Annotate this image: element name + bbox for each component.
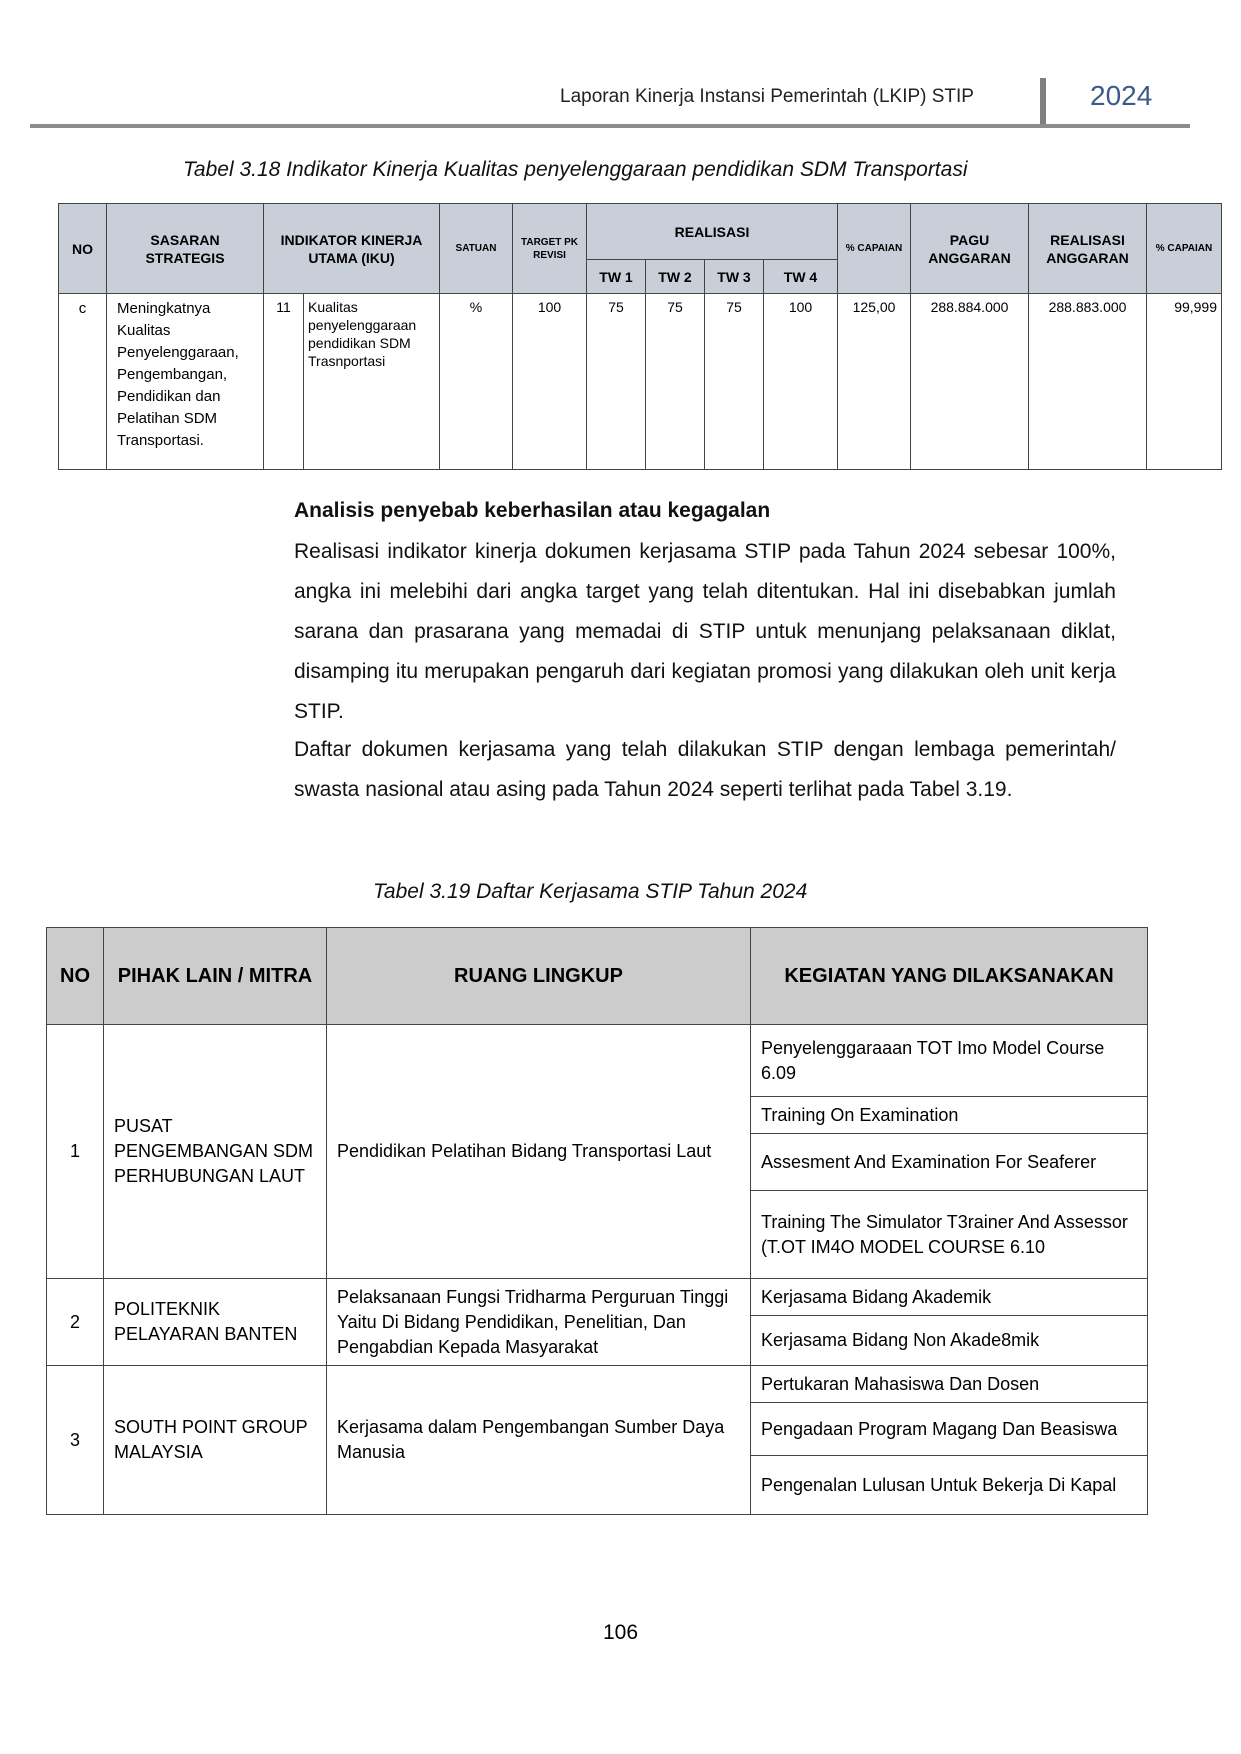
t319-row1-kegiatan-3: Assesment And Examination For Seaferer — [751, 1134, 1148, 1191]
t318-header-iku: INDIKATOR KINERJA UTAMA (IKU) — [264, 204, 440, 294]
t318-cell-tw1: 75 — [587, 294, 646, 470]
t319-row2-mitra: POLITEKNIK PELAYARAN BANTEN — [104, 1279, 327, 1366]
table-318 — [58, 203, 1222, 470]
page-number: 106 — [602, 1621, 639, 1644]
t319-row1-kegiatan-4: Training The Simulator T3rainer And Assessor (T.OT IM4O MODEL COURSE 6.10 — [751, 1191, 1148, 1279]
t319-row3-mitra: SOUTH POINT GROUP MALAYSIA — [104, 1366, 327, 1515]
t319-row3-kegiatan-1: Pertukaran Mahasiswa Dan Dosen — [751, 1366, 1148, 1403]
t319-row1-mitra: PUSAT PENGEMBANGAN SDM PERHUBUNGAN LAUT — [104, 1025, 327, 1279]
report-title: Laporan Kinerja Instansi Pemerintah (LKIP) STIP — [560, 86, 974, 107]
t318-cell-realisasi-anggaran: 288.883.000 — [1029, 294, 1147, 470]
t318-header-tw2: TW 2 — [646, 260, 705, 294]
t319-header-mitra: PIHAK LAIN / MITRA — [104, 928, 327, 1025]
table-318-caption: Tabel 3.18 Indikator Kinerja Kualitas penyelenggaraan pendidikan SDM Transportasi — [183, 158, 968, 181]
t318-header-tw3: TW 3 — [705, 260, 764, 294]
t318-cell-satuan: % — [440, 294, 513, 470]
t318-header-satuan: SATUAN — [440, 204, 513, 294]
t318-header-capaian: % CAPAIAN — [838, 204, 911, 294]
header-divider — [1040, 78, 1046, 128]
t319-header-no: NO — [47, 928, 104, 1025]
t319-row3-no: 3 — [47, 1366, 104, 1515]
t318-cell-tw2: 75 — [646, 294, 705, 470]
table-319-caption: Tabel 3.19 Daftar Kerjasama STIP Tahun 2024 — [373, 880, 808, 903]
t318-header-capaian-anggaran: % CAPAIAN — [1147, 204, 1222, 294]
t318-cell-target: 100 — [513, 294, 587, 470]
t318-cell-iku-no: 11 — [264, 294, 304, 470]
t319-row2-no: 2 — [47, 1279, 104, 1366]
t319-row1-kegiatan-1: Penyelenggaraaan TOT Imo Model Course 6.09 — [751, 1025, 1148, 1097]
t318-header-pagu: PAGU ANGGARAN — [911, 204, 1029, 294]
t318-header-sasaran: SASARAN STRATEGIS — [107, 204, 264, 294]
t319-row2-kegiatan-2: Kerjasama Bidang Non Akade8mik — [751, 1316, 1148, 1366]
report-year: 2024 — [1090, 80, 1153, 111]
t318-header-no: NO — [59, 204, 107, 294]
t318-cell-sasaran: Meningkatnya Kualitas Penyelenggaraan, Pengembangan, Pendidikan dan Pelatihan SDM Transportasi. — [107, 294, 264, 470]
t319-row3-kegiatan-3: Pengenalan Lulusan Untuk Bekerja Di Kapal — [751, 1456, 1148, 1515]
t319-header-kegiatan: KEGIATAN YANG DILAKSANAKAN — [751, 928, 1148, 1025]
t319-row1-kegiatan-2: Training On Examination — [751, 1097, 1148, 1134]
analysis-title: Analisis penyebab keberhasilan atau kegagalan — [294, 499, 771, 522]
t318-header-realisasi: REALISASI — [587, 204, 838, 260]
t318-cell-pagu: 288.884.000 — [911, 294, 1029, 470]
t318-cell-iku: Kualitas penyelenggaraan pendidikan SDM Trasnportasi — [304, 294, 440, 470]
t318-cell-capaian: 125,00 — [838, 294, 911, 470]
t319-row1-no: 1 — [47, 1025, 104, 1279]
table-319 — [46, 927, 1148, 1515]
analysis-paragraph-1: Realisasi indikator kinerja dokumen kerjasama STIP pada Tahun 2024 sebesar 100%, angka ini melebihi dari angka target yang telah ditentukan. Hal ini disebabkan jumlah sarana dan prasarana yang memadai di STIP untuk menunjang pelaksanaan diklat, disamping itu merupakan pengaruh dari kegiatan promosi yang dilakukan oleh unit kerja STIP. — [294, 540, 1116, 723]
analysis-paragraph-2: Daftar dokumen kerjasama yang telah dilakukan STIP dengan lembaga pemerintah/ swasta nasional atau asing pada Tahun 2024 seperti terlihat pada Tabel 3.19. — [294, 738, 1116, 801]
t318-header-tw1: TW 1 — [587, 260, 646, 294]
t319-row2-kegiatan-1: Kerjasama Bidang Akademik — [751, 1279, 1148, 1316]
t318-cell-tw3: 75 — [705, 294, 764, 470]
t318-cell-tw4: 100 — [764, 294, 838, 470]
t319-row1-ruang: Pendidikan Pelatihan Bidang Transportasi Laut — [327, 1025, 751, 1279]
t319-row3-ruang: Kerjasama dalam Pengembangan Sumber Daya Manusia — [327, 1366, 751, 1515]
t318-header-realisasi-anggaran: REALISASI ANGGARAN — [1029, 204, 1147, 294]
header-rule — [30, 124, 1190, 128]
t319-row3-kegiatan-2: Pengadaan Program Magang Dan Beasiswa — [751, 1403, 1148, 1456]
t319-row2-ruang: Pelaksanaan Fungsi Tridharma Perguruan Tinggi Yaitu Di Bidang Pendidikan, Penelitian, Dan Pengabdian Kepada Masyarakat — [327, 1279, 751, 1366]
t318-cell-capaian-anggaran: 99,999 — [1147, 294, 1222, 470]
t319-header-ruang: RUANG LINGKUP — [327, 928, 751, 1025]
t318-header-target: TARGET PK REVISI — [513, 204, 587, 294]
t318-header-tw4: TW 4 — [764, 260, 838, 294]
t318-cell-no: c — [59, 294, 107, 470]
